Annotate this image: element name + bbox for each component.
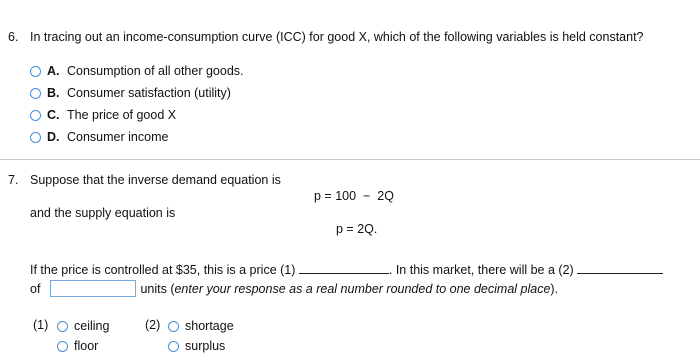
choice-label: floor bbox=[74, 339, 99, 353]
line1-text-b: . In this market, there will be a (2) bbox=[388, 263, 574, 277]
radio-button[interactable] bbox=[30, 66, 41, 77]
question-divider bbox=[0, 159, 700, 160]
option-text: The price of good X bbox=[67, 108, 177, 122]
option-letter: B. bbox=[47, 86, 60, 100]
q6-option-b[interactable] bbox=[30, 86, 231, 100]
question-7-number: 7. bbox=[8, 173, 19, 187]
choice-floor[interactable] bbox=[57, 339, 98, 353]
option-letter: A. bbox=[47, 64, 60, 78]
option-letter: C. bbox=[47, 108, 60, 122]
option-text: Consumer satisfaction (utility) bbox=[67, 86, 231, 100]
choice-ceiling[interactable] bbox=[57, 319, 109, 333]
choice-shortage[interactable] bbox=[168, 319, 234, 333]
line2-text-b: units ( bbox=[140, 281, 175, 296]
line2-text-a: of bbox=[30, 281, 41, 296]
fill-line-1 bbox=[30, 263, 663, 277]
radio-button[interactable] bbox=[30, 88, 41, 99]
line2-instruction: enter your response as a real number rounded to one decimal place bbox=[174, 281, 551, 296]
radio-button[interactable] bbox=[57, 341, 68, 352]
demand-intro: Suppose that the inverse demand equation is bbox=[30, 173, 281, 187]
supply-equation: p = 2Q. bbox=[336, 222, 378, 236]
q6-option-a[interactable] bbox=[30, 64, 244, 78]
choice-label: ceiling bbox=[74, 319, 110, 333]
group-1-label: (1) bbox=[33, 318, 49, 332]
radio-button[interactable] bbox=[30, 110, 41, 121]
group-2-label: (2) bbox=[145, 318, 161, 332]
answer-blank-2 bbox=[577, 273, 663, 274]
supply-intro: and the supply equation is bbox=[30, 206, 176, 220]
fill-line-2 bbox=[30, 280, 558, 297]
question-6-number: 6. bbox=[8, 30, 19, 44]
option-text: Consumption of all other goods. bbox=[67, 64, 244, 78]
q6-option-d[interactable] bbox=[30, 130, 168, 144]
radio-button[interactable] bbox=[168, 321, 179, 332]
choice-label: surplus bbox=[185, 339, 226, 353]
q6-option-c[interactable] bbox=[30, 108, 176, 122]
choice-label: shortage bbox=[185, 319, 234, 333]
option-text: Consumer income bbox=[67, 130, 169, 144]
demand-equation: p = 100 − 2Q bbox=[314, 189, 394, 203]
choice-surplus[interactable] bbox=[168, 339, 225, 353]
option-letter: D. bbox=[47, 130, 60, 144]
line1-text-a: If the price is controlled at $35, this is a price (1) bbox=[30, 263, 296, 277]
answer-blank-1 bbox=[299, 273, 389, 274]
units-input[interactable] bbox=[50, 280, 136, 297]
radio-button[interactable] bbox=[57, 321, 68, 332]
question-6-text: In tracing out an income-consumption curve (ICC) for good X, which of the following variables is held constant? bbox=[30, 30, 644, 44]
radio-button[interactable] bbox=[30, 132, 41, 143]
line2-text-c: ). bbox=[550, 281, 559, 296]
radio-button[interactable] bbox=[168, 341, 179, 352]
